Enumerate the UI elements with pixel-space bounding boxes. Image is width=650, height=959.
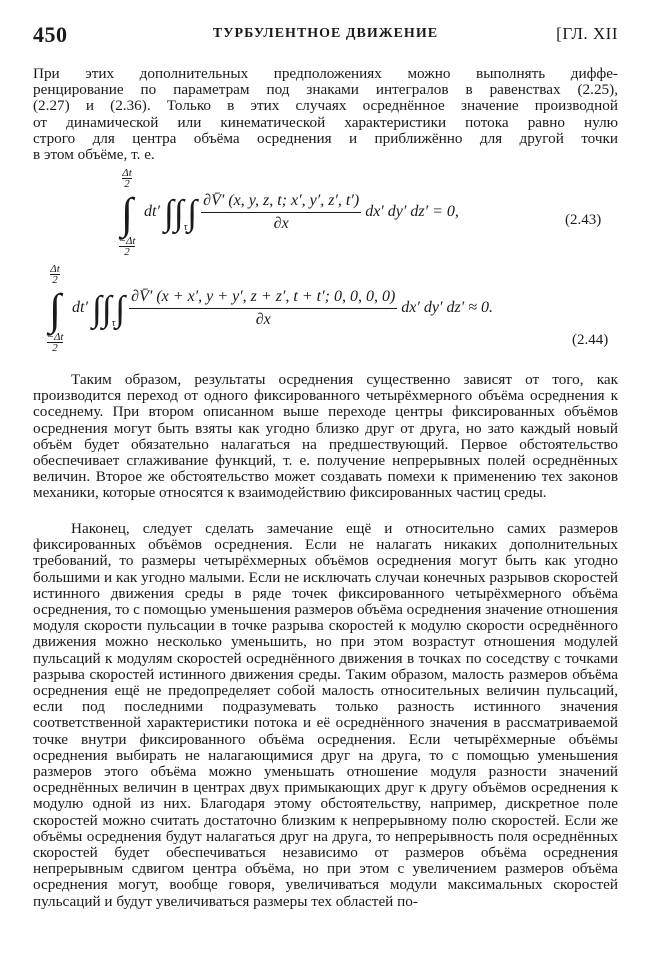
lower-limit: $\frac{-\Delta t}{2}$ [118, 235, 136, 258]
numerator: ∂V̄′ (x, y, z, t; x′, y′, z′, t′) [201, 192, 361, 213]
region-tau: τ [183, 222, 188, 234]
time-integral-limits [112, 168, 142, 260]
intro-line: в этом объёме, т. е. [33, 146, 155, 164]
equation-rest: dx′ dy′ dz′ = 0, [365, 203, 459, 221]
equation-label: (2.43) [565, 212, 602, 228]
intro-paragraph [33, 66, 618, 163]
lower-limit: $\frac{-\Delta t}{2}$ [46, 331, 64, 354]
equation-label: (2.44) [572, 332, 609, 348]
region-tau: τ [111, 318, 116, 330]
equation-body: dt′ $\int\int_\tau\int$ $\frac{\partial V̄' (x + x', y + y', z + z', t + t'; 0, 0, 0, 0)}{\partial x}$ dx′ dy′ dz′ ≈ 0. [72, 288, 493, 330]
denominator: ∂x [255, 311, 271, 328]
numerator: ∂V̄′ (x + x′, y + y′, z + z′, t + t′; 0, 0, 0, 0) [129, 288, 397, 309]
intro-line: При этих дополнительных предположениях можно выполнять диффе- [33, 65, 618, 82]
page-header [33, 22, 618, 50]
triple-integral-sign: ∫ [91, 288, 102, 329]
triple-integral-sign: ∫ [163, 192, 174, 233]
intro-line: строго для центра объёма осреднения и приближённо для другой точки [33, 129, 618, 147]
dt-prime: dt′ [144, 203, 160, 221]
denominator: ∂x [273, 215, 289, 232]
equation-2-44 [0, 264, 650, 364]
equation-2-43 [0, 168, 650, 260]
integral-sign: ∫ [48, 285, 62, 334]
upper-limit: $\frac{\Delta t}{2}$ [122, 167, 132, 190]
paragraph-averaging-volume-size [33, 521, 618, 910]
dt-prime: dt′ [72, 299, 88, 317]
chapter-reference: [ГЛ. XII [556, 24, 618, 43]
intro-line: ренцирование по параметрам под знаками интегралов в равенствах (2.25), [33, 81, 618, 99]
upper-limit: $\frac{\Delta t}{2}$ [50, 263, 60, 286]
equation-rest: dx′ dy′ dz′ ≈ 0. [401, 299, 493, 317]
running-title: ТУРБУЛЕНТНОЕ ДВИЖЕНИЕ [212, 26, 439, 41]
derivative-fraction [129, 288, 397, 329]
intro-line: (2.27) и (2.36). Только в этих случаях осреднённое значение производной [33, 97, 618, 115]
paragraph-averaging-results [33, 372, 618, 502]
time-integral-limits [40, 264, 70, 356]
integral-sign: ∫ [120, 189, 134, 238]
paragraph-text: Таким образом, результаты осреднения существенно зависят от того, как производится переход от одного фиксированного четырёхмерного объёма осреднения к соседнему. При втором описанном выше переходе центры фиксированных объёмов осреднения могут быть взяты как угодно близко друг от друга, но зато каждый новый объём будет обязательно налагаться на предшествующий. Первое обстоятельство обеспечивает сглаживание функций, т. е. получение непрерывных полей осреднённых величин. Второе же обстоятельство может создавать помехи к применению тех законов механики, которые относятся к взаимодействию фиксированных частиц среды. [33, 371, 618, 502]
intro-line: от динамической или кинематической характеристики потока равно нулю [33, 113, 618, 131]
page-number: 450 [33, 22, 68, 47]
equation-body: dt′ $\int\int_\tau\int$ $\frac{\partial V̄' (x, y, z, t; x', y', z', t')}{\partial x}$ dx′ dy′ dz′ = 0, [144, 192, 459, 234]
paragraph-text: Наконец, следует сделать замечание ещё и относительно самих размеров фиксированных объёмов осреднения. Если не налагать никаких дополнительных требований, то размеры четырёхмерных объёмов осреднения могут быть как угодно большими и как угодно малыми. Если не исключать случаи конечных разрывов скоростей истинного движения среды в ряде точек фиксированного четырёхмерного объёма осреднения, то с помощью уменьшения размеров объёма осреднения значение отношения модуля скорости пульсации в точке разрыва скоростей к модулю скорости осреднённого движения можно несколько уменьшить, но при этом возрастут отношения модулей пульсаций к модулям скоростей осреднённого движения в точках по соседству с точками разрыва скоростей истинного движения среды. Таким образом, малость размеров объёма осреднения ещё не предопределяет собой малость относительных величин пульсаций, если под последними подразумевать только разность истинного значения соответственной характеристики потока и её осреднённого значения в рассматриваемой точке внутри фиксированного объёма осреднения. Если четырёхмерные объёмы осреднения выбирать не налагающимися друг на друга, то с помощью уменьшения размеров этого объёма можно уменьшать отношение модуля разности значений осреднённых величин в центрах двух примыкающих друг к другу объёмов осреднения к модулю одной из них. Благодаря этому обстоятельству, например, дискретное поле скоростей можно считать достаточно близким к непрерывному полю скоростей. Если же объёмы осреднения будут налагаться друг на друга, то непрерывность поля осреднённых скоростей будет обеспечиваться независимо от размеров объёма осреднения непрерывным сдвигом центра объёма, но при этом с увеличением размеров объёма осреднения могут, вообще говоря, увеличиваться модули максимальных скоростей пульсаций и будут увеличиваться размеры тех областей по- [33, 520, 618, 910]
derivative-fraction [201, 192, 361, 233]
